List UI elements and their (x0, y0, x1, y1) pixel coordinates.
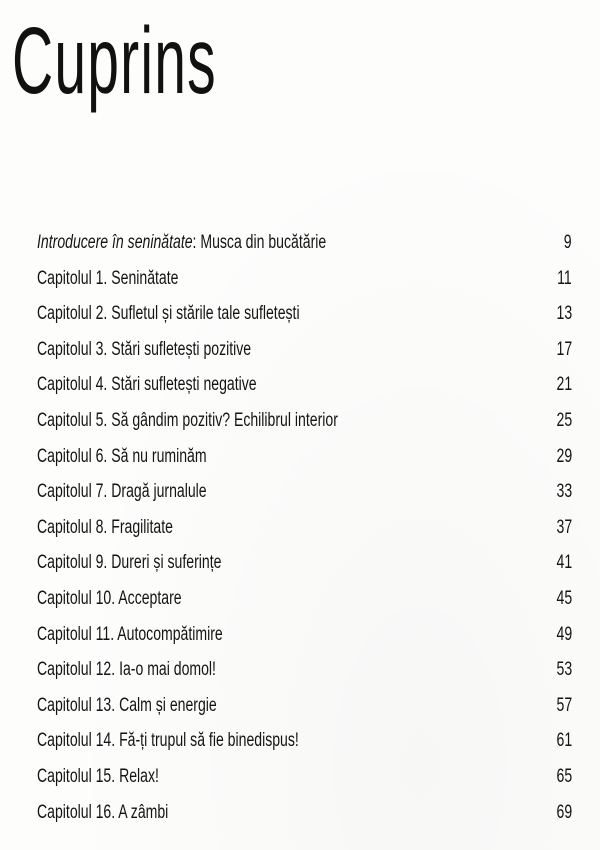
toc-page-number: 61 (556, 730, 572, 752)
toc-entry-label: Capitolul 12. Ia-o mai domol! (37, 659, 216, 681)
toc-page-number: 33 (556, 481, 572, 503)
toc-page-number: 57 (556, 694, 572, 716)
toc-entry-label: Capitolul 15. Relax! (37, 765, 159, 787)
toc-page-number: 53 (556, 659, 572, 681)
intro-separator: : (192, 232, 197, 253)
toc-page-number: 69 (556, 801, 572, 823)
toc-entry (37, 552, 572, 588)
toc-page-number: 29 (556, 445, 572, 467)
toc-entry-label: Capitolul 11. Autocompătimire (37, 623, 223, 645)
intro-subtitle: Musca din bucătărie (196, 232, 327, 253)
toc-entry-label: Capitolul 9. Dureri și suferințe (37, 552, 222, 574)
toc-entry-label: Capitolul 1. Seninătate (37, 267, 179, 289)
toc-entry (37, 303, 572, 339)
toc-entry-label: Capitolul 14. Fă-ți trupul să fie binedispus! (37, 730, 299, 752)
toc-page-number: 9 (564, 232, 572, 253)
toc-entry (37, 268, 572, 304)
toc-entry-label: Capitolul 13. Calm și energie (37, 694, 217, 716)
toc-entry-label: Capitolul 8. Fragilitate (37, 516, 173, 538)
toc-entry-label: Capitolul 3. Stări sufletești pozitive (37, 338, 252, 360)
toc-entry-intro (37, 232, 572, 268)
toc-page-number: 11 (557, 267, 572, 289)
table-of-contents (37, 232, 572, 837)
toc-entry-label: Capitolul 16. A zâmbi (37, 801, 169, 823)
toc-entry (37, 766, 572, 802)
toc-page-number: 49 (556, 623, 572, 645)
toc-entry-label: Capitolul 2. Sufletul și stările tale sufletești (37, 303, 300, 325)
toc-page-number: 17 (556, 338, 572, 360)
toc-entry-label: Capitolul 6. Să nu ruminăm (37, 445, 207, 467)
toc-entry (37, 374, 572, 410)
toc-page-number: 45 (556, 587, 572, 609)
toc-entry-label: Capitolul 5. Să gândim pozitiv? Echilibrul interior (37, 409, 338, 431)
toc-entry (37, 481, 572, 517)
toc-page-number: 37 (556, 516, 572, 538)
toc-entry (37, 730, 572, 766)
toc-entry (37, 410, 572, 446)
toc-page-number: 13 (556, 303, 572, 325)
intro-italic-title: Introducere în seninătate (37, 232, 193, 253)
toc-entry (37, 659, 572, 695)
toc-entry (37, 339, 572, 375)
toc-entry (37, 695, 572, 731)
toc-entry-label: Capitolul 10. Acceptare (37, 587, 182, 609)
toc-page-number: 25 (556, 409, 572, 431)
page-title: Cuprins (12, 8, 217, 114)
toc-entry (37, 517, 572, 553)
toc-entry-label: Capitolul 7. Dragă jurnalule (37, 481, 207, 503)
toc-entry (37, 588, 572, 624)
toc-entry-label: Capitolul 4. Stări sufletești negative (37, 374, 257, 396)
toc-page-number: 65 (556, 765, 572, 787)
toc-entry (37, 446, 572, 482)
toc-entry-label (37, 232, 326, 254)
toc-page-number: 41 (556, 552, 572, 574)
toc-page-number: 21 (556, 374, 572, 396)
toc-entry (37, 802, 572, 838)
toc-entry (37, 624, 572, 660)
